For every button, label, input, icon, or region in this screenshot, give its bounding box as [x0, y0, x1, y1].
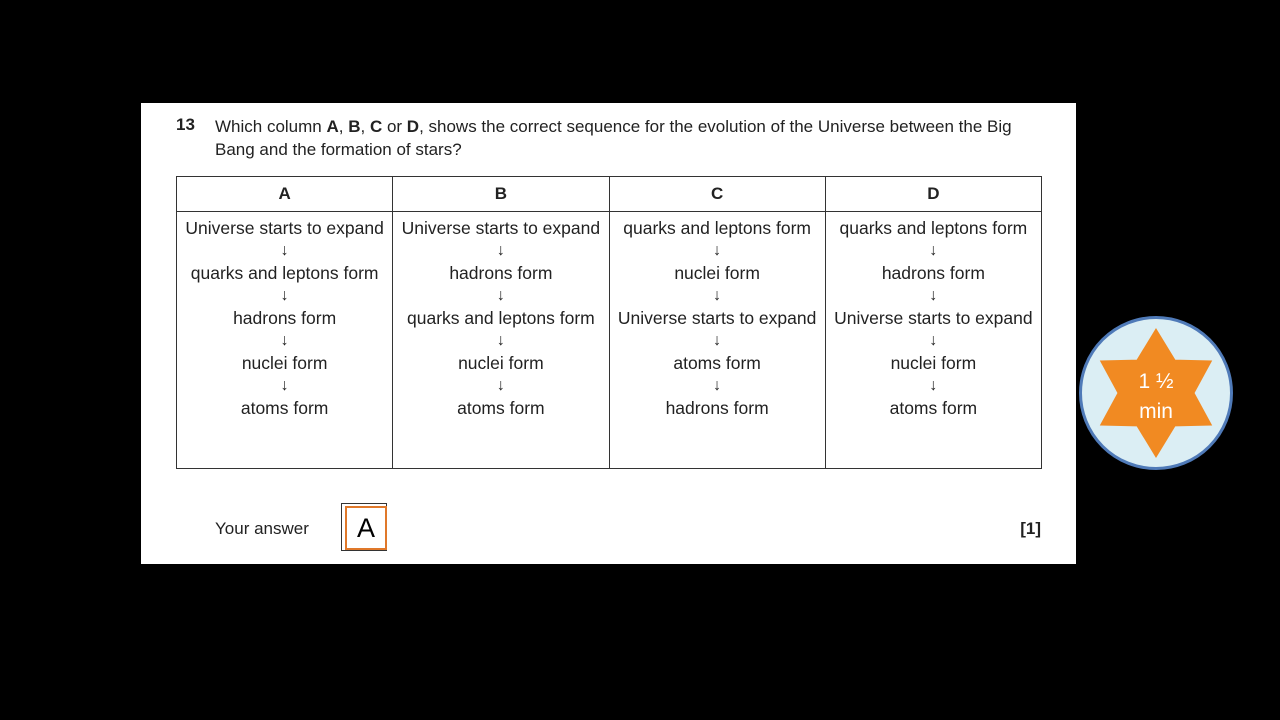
column-cell-c: [609, 212, 825, 469]
sequence-step: nuclei form: [458, 353, 544, 373]
sequence-step: quarks and leptons form: [623, 218, 811, 238]
column-header-b: B: [393, 177, 609, 212]
option-d-ref: D: [406, 117, 420, 136]
down-arrow-icon: ↓: [280, 241, 289, 259]
sequence-step: hadrons form: [449, 263, 553, 283]
sequence-step: hadrons form: [233, 308, 337, 328]
table-row: [177, 212, 1042, 469]
question-number: 13: [176, 115, 195, 134]
sequence-step: hadrons form: [881, 263, 985, 283]
option-c-ref: C: [369, 117, 383, 136]
column-cell-d: [825, 212, 1041, 469]
question-text-part: ,: [338, 117, 349, 136]
down-arrow-icon: ↓: [929, 286, 938, 304]
down-arrow-icon: ↓: [713, 376, 722, 394]
option-a-ref: A: [326, 117, 339, 136]
table-header-row: [177, 177, 1042, 212]
question-text-part: Which column: [215, 117, 327, 136]
answer-input[interactable]: A: [345, 506, 387, 550]
sequence-step: atoms form: [673, 353, 761, 373]
sequence-step: quarks and leptons form: [407, 308, 595, 328]
sequence-step: nuclei form: [674, 263, 760, 283]
timer-unit: min: [1139, 400, 1173, 423]
down-arrow-icon: ↓: [713, 331, 722, 349]
sequence-step: hadrons form: [665, 398, 769, 418]
down-arrow-icon: ↓: [929, 331, 938, 349]
column-header-a: A: [177, 177, 393, 212]
down-arrow-icon: ↓: [280, 376, 289, 394]
down-arrow-icon: ↓: [496, 241, 505, 259]
down-arrow-icon: ↓: [280, 331, 289, 349]
sequence-step: atoms form: [240, 398, 329, 418]
down-arrow-icon: ↓: [713, 241, 722, 259]
timer-text: [1082, 367, 1230, 427]
marks-label: [1]: [1020, 519, 1041, 538]
answer-label: Your answer: [215, 519, 309, 538]
down-arrow-icon: ↓: [713, 286, 722, 304]
sequence-step: nuclei form: [241, 353, 328, 373]
option-b-ref: B: [348, 117, 361, 136]
sequence-step: Universe starts to expand: [617, 308, 817, 328]
column-header-d: D: [825, 177, 1041, 212]
down-arrow-icon: ↓: [496, 286, 505, 304]
question-text-part: or: [382, 117, 407, 136]
sequence-step: atoms form: [889, 398, 978, 418]
column-cell-b: [393, 212, 609, 469]
down-arrow-icon: ↓: [929, 241, 938, 259]
question-text: [215, 115, 1055, 161]
sequence-step: atoms form: [457, 398, 545, 418]
column-header-c: C: [609, 177, 825, 212]
sequence-step: quarks and leptons form: [839, 218, 1028, 238]
sequence-step: nuclei form: [890, 353, 977, 373]
column-cell-a: [177, 212, 393, 469]
sequence-step: Universe starts to expand: [834, 308, 1033, 328]
timer-value: 1 ½: [1138, 370, 1174, 393]
sequence-step: quarks and leptons form: [190, 263, 379, 283]
options-table: [176, 176, 1042, 469]
question-text-part: , shows the correct sequence for the evolution of the Universe between the Big Bang and the formation of stars?: [215, 117, 1012, 159]
down-arrow-icon: ↓: [496, 376, 505, 394]
question-card: [141, 103, 1076, 564]
sequence-step: Universe starts to expand: [185, 218, 384, 238]
question-text-part: ,: [360, 117, 370, 136]
timer-badge: [1079, 316, 1233, 470]
down-arrow-icon: ↓: [929, 376, 938, 394]
sequence-step: Universe starts to expand: [401, 218, 601, 238]
down-arrow-icon: ↓: [280, 286, 289, 304]
down-arrow-icon: ↓: [496, 331, 505, 349]
